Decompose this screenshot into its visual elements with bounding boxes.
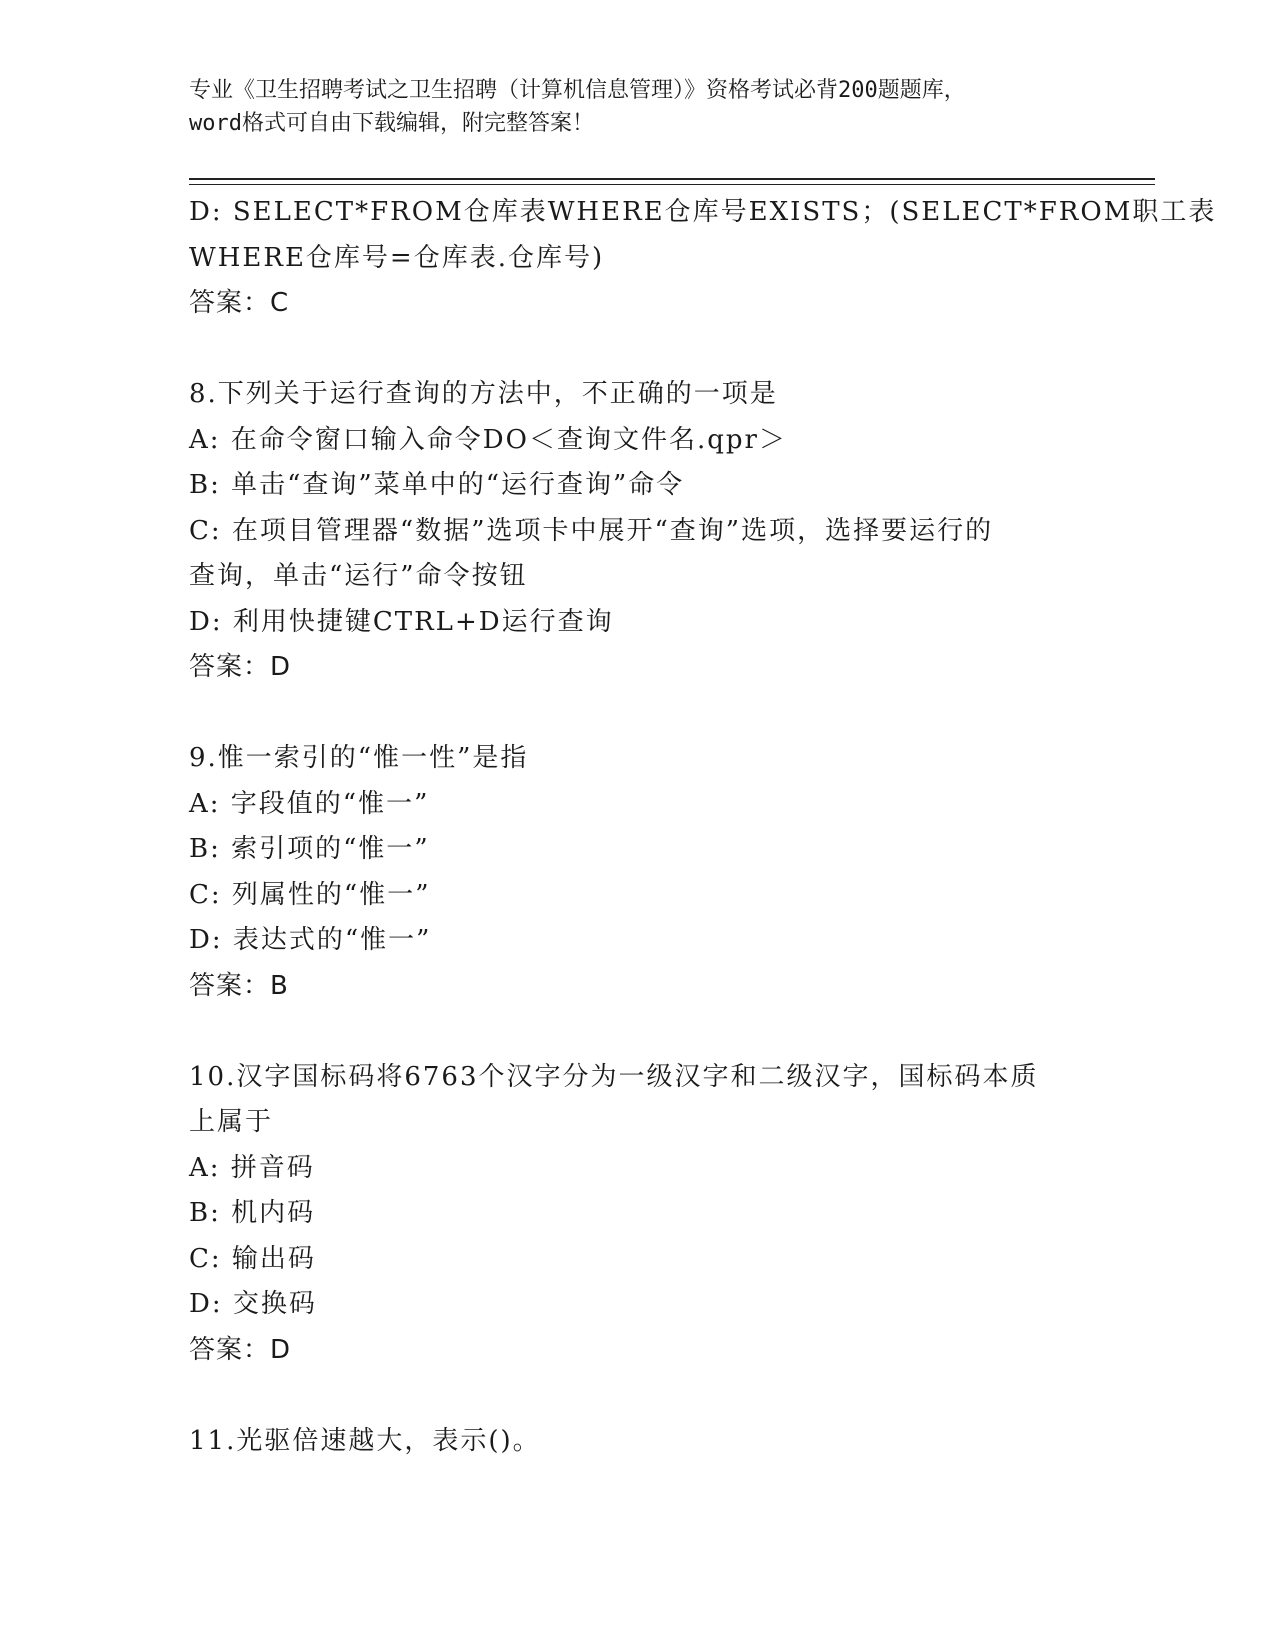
option-b: B: 机内码 [189, 1198, 316, 1228]
option-d-continued: WHERE仓库号=仓库表.仓库号) [189, 242, 605, 273]
spacer [189, 1009, 1089, 1055]
header-divider-thick [189, 178, 1155, 180]
question-stem: 10.汉字国标码将6763个汉字分为一级汉字和二级汉字，国标码本质 [189, 1061, 1039, 1092]
option-d: D: 交换码 [189, 1289, 317, 1319]
option-b: B: 索引项的“惟一” [189, 834, 430, 864]
option-b: B: 单击“查询”菜单中的“运行查询”命令 [189, 470, 685, 500]
spacer [189, 327, 1089, 373]
option-d: D: 表达式的“惟一” [189, 925, 432, 955]
answer-line: 答案：D [189, 1334, 292, 1365]
option-c: C: 输出码 [189, 1243, 316, 1274]
question-10 [189, 1055, 1089, 1374]
header-title-line2: word格式可自由下载编辑，附完整答案！ [189, 111, 594, 136]
header-divider-thin [189, 184, 1155, 185]
spacer [189, 691, 1089, 737]
option-a: A: 在命令窗口输入命令DO＜查询文件名.qpr＞ [189, 424, 787, 455]
option-a: A: 字段值的“惟一” [189, 788, 430, 819]
question-stem: 8.下列关于运行查询的方法中，不正确的一项是 [189, 379, 778, 409]
option-c: C: 列属性的“惟一” [189, 879, 431, 910]
document-header [189, 74, 1089, 140]
option-c-continued: 查询，单击“运行”命令按钮 [189, 561, 528, 591]
header-title-line1: 专业《卫生招聘考试之卫生招聘（计算机信息管理）》资格考试必背200题题库， [189, 78, 966, 103]
question-11 [189, 1419, 1089, 1465]
spacer [189, 1373, 1089, 1419]
prev-question-block [189, 190, 1217, 327]
option-c: C: 在项目管理器“数据”选项卡中展开“查询”选项，选择要运行的 [189, 515, 994, 546]
option-d: D: SELECT*FROM仓库表WHERE仓库号EXISTS；(SELECT*FROM职工表 [189, 197, 1217, 227]
answer-line: 答案：C [189, 288, 290, 318]
option-a: A: 拼音码 [189, 1152, 315, 1183]
question-8 [189, 372, 1089, 691]
question-stem-continued: 上属于 [189, 1107, 274, 1137]
question-stem: 11.光驱倍速越大，表示()。 [189, 1425, 541, 1456]
question-content [189, 190, 1217, 1464]
option-d: D: 利用快捷键CTRL+D运行查询 [189, 606, 614, 637]
answer-line: 答案：B [189, 970, 289, 1001]
question-9 [189, 736, 1089, 1009]
question-stem: 9.惟一索引的“惟一性”是指 [189, 743, 529, 773]
answer-line: 答案：D [189, 652, 292, 682]
